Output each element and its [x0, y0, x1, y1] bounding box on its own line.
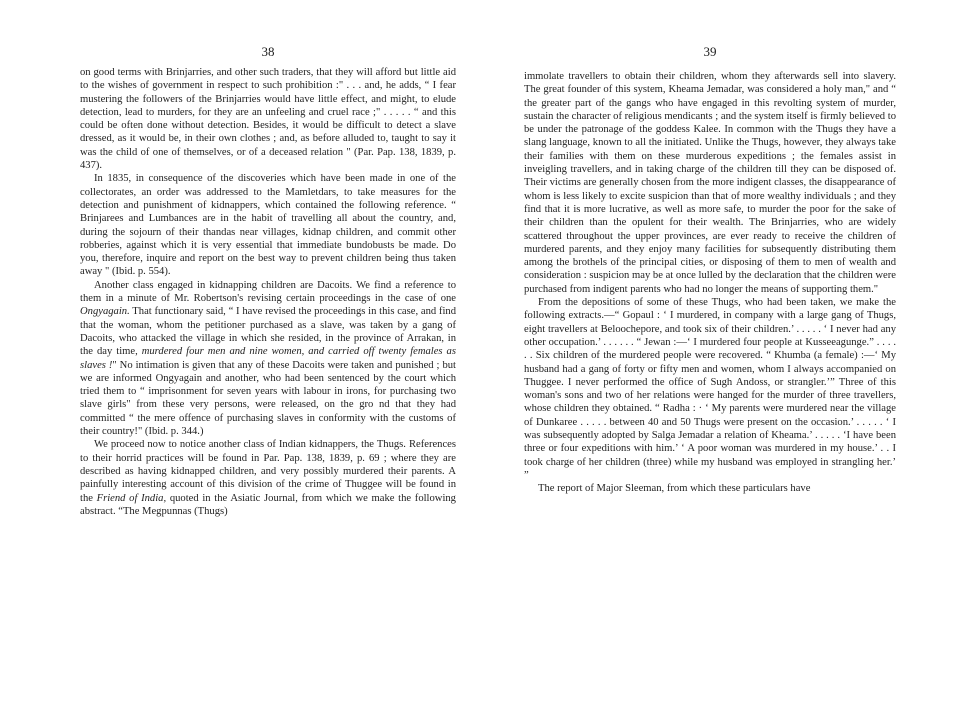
italic-text: Friend of India,: [96, 492, 167, 504]
text-run: We proceed now to notice another class of Indian kidnappers, the Thugs. References to their horrid practices will be found in Par. Pap. 138, 1839, p. 69 ; where they are described as having kidnapped children, and very possibly murdered their parents. A painfully interesting account of this division of the crime of Thuggee will be found in the: [80, 439, 456, 504]
paragraph: on good terms with Brinjarries, and other such traders, that they will afford but little aid to the wishes of government in respect to such prohibition :" . . . and, he adds, “ I fear mustering the followers of the Brinjarries would have little effect, and might, to elude detection, lead to murders, for they are an unfeeling and cruel race ;" . . . . . “ and this could be often done without detection. Besides, it would be difficult to detect a slave dressed, as it would be, in their own clothes ; and, as before alluded to, taught to say it was the child of one of themselves, or of a deceased relation " (Par. Pap. 138, 1839, p. 437).: [80, 67, 456, 172]
paragraph: immolate travellers to obtain their children, whom they afterwards sell into slavery. The great founder of this system, Kheama Jemadar, was considered a holy man," and “ the greater part of the gangs who have engaged in this revolting system of murder, sustain the character of religious mendicants ; and the system itself is firmly believed to be under the patronage of the goddess Kalee. In common with the Thugs they have a slang language, known to all the initiated. Unlike the Thugs, however, they always take their families with them on these murderous expeditions ; the females assist in inveigling travellers, and in taking charge of the children till they can be disposed of. Their victims are generally chosen from the more indigent classes, the disappearance of whom is less likely to excite suspicion than that of more wealthy individuals ; and they find that it is more lucrative, as well as more safe, to murder the poor for the sake of their children than the opulent for their wealth. The Brinjarries, who are widely scattered throughout the upper provinces, are ever ready to receive the children of murdered parents, and they enjoy many facilities for subsequently distributing them among the brothels of the principal cities, or disposing of them to men of wealth and consideration : suspicion may be at once lulled by the declaration that the children were purchased from indigent parents who had no longer the means of supporting them.": [524, 71, 896, 295]
italic-text: Ongyagain.: [80, 306, 130, 318]
text-run: " No intimation is given that any of these Dacoits were taken and punished ; but we are informed Ongyagain and another, who had been sentenced by the court which tried them to “ imprisonment for seven years with labour in irons, for purchasing two slave girls" from these very persons, were released, on the gro nd that they had committed “ the mere offence of purchasing slaves in conformity with the customs of their country!" (Ibid. p. 344.): [80, 359, 456, 438]
text-run: That functionary said, “ I have revised the proceedings in this case, and find that the woman, whom the petitioner purchased as a slave, was taken by a gang of Dacoits, who attacked the village in which she resided, in the province of Arrakan, in the day time,: [80, 306, 456, 358]
paragraph: In 1835, in consequence of the discoveries which have been made in one of the collectorates, an order was addressed to the Mamletdars, to take measures for the detection and punishment of kidnappers, which contained the following reference. “ Brinjarees and Lumbances are in the habit of travelling all about the country, and, during the sojourn of their thandas near villages, kidnap children, and commit other robberies, against which it is very essential that immediate bundobusts be made. Do you, therefore, inquire and report on the best way to prevent children being thus taken away " (Ibid. p. 554).: [80, 173, 456, 278]
page-number: 39: [703, 44, 717, 59]
paragraph: [80, 438, 456, 518]
text-run: Another class engaged in kidnapping children are Dacoits. We find a reference to them in a minute of Mr. Robertson's revising certain proceedings in the case of one: [80, 279, 456, 305]
left-page-text: [80, 66, 456, 518]
paragraph: The report of Major Sleeman, from which these particulars have: [538, 483, 811, 495]
right-page-text: [524, 70, 896, 496]
text-run: quoted in the Asiatic Journal, from which we make the following abstract. “The Megpunnas (Thugs): [80, 492, 456, 517]
page-number: 38: [261, 44, 275, 59]
italic-text: murdered four men and nine women, and carried off twenty females as slaves !: [80, 346, 456, 371]
paragraph: From the depositions of some of these Thugs, who had been taken, we make the following extracts.—“ Gopaul : ‘ I murdered, in company with a large gang of Thugs, eight travellers at Beloochepore, and took six of their children.’ . . . . . ‘ I never had any other occupation.’ . . . . . . “ Jewan :—‘ I murdered four people at Kusseeagunge.” . . . . . . Six children of the murdered people were recovered. “ Khumba (a female) :—‘ My husband had a gang of forty or fifty men and women, whom I always accompanied on Thuggee. I never performed the office of Sugh Andoss, or strangler.’” Three of this woman's sons and two of her relations were hanged for the murder of three travellers, whose children they obtained. “ Radha : · ‘ My parents were murdered near the village of Dunkaree . . . . . between 40 and 50 Thugs were present on the occasion.’ . . . . . ‘ I was subsequently adopted by Salga Jemadar a relation of Kheama.’ . . . . . ‘I have been three or four expeditions with him.’ ‘ A poor woman was murdered in my house.’ . . I took charge of her children (three) while my husband was employed in strangling her.’ ”: [524, 297, 896, 481]
paragraph: [80, 279, 456, 439]
